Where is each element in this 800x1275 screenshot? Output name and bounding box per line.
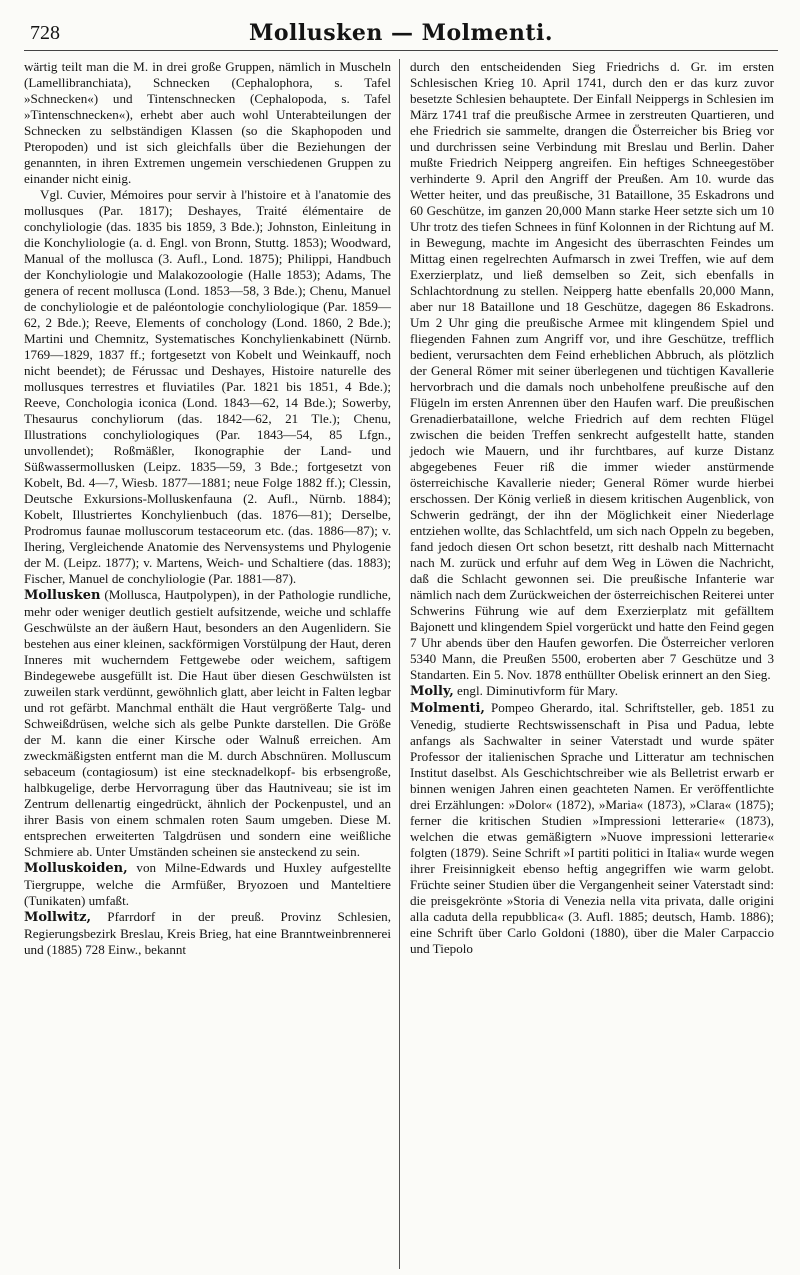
entry-text: Pompeo Gherardo, ital. Schriftsteller, geb. 1851 zu Venedig, studierte Rechtswissenschaft in Pisa und Padua, lebte anfangs als Sachwalter in seiner Vaterstadt und wurde später Professor der italienischen Sprache und Litteratur am technischen Institut daselbst. Als Geschichtschreiber wie als Belletrist erwarb er binnen wenigen Jahren einen geachteten Namen. Er veröffentlichte drei Erzählungen: »Dolor« (1872), »Maria« (1873), »Clara« (1875); ferner die kritischen Studien »Impressioni letterarie« (1873), welchen die etwas gemäßigtern »Nuove impressioni letterarie« folgten (1879). Seine Schrift »I partiti politici in Italia« wurde wegen ihrer Freisinnigkeit ebenso heftig angegriffen wie warm gelobt. Früchte seiner Studien über die Vergangenheit seiner Vaterstadt sind: die preisgekrönte »Storia di Venezia nella vita privata, dalle origini alla caduta della repubblica« (3. Aufl. 1885; deutsch, Hamb. 1886); eine Schrift über Carlo Goldoni (1880), über die Maler Carpaccio und Tiepolo — [410, 700, 774, 956]
entry-headword: Mollwitz, — [24, 910, 91, 925]
entry-molmenti — [410, 700, 774, 957]
page-number: 728 — [30, 22, 60, 44]
entry-headword: Mollusken — [24, 588, 101, 603]
entry-text: von Milne-Edwards und Huxley aufgestellte Tiergruppe, welche die Armfüßer, Bryozoen und Manteltiere (Tunikaten) umfaßt. — [24, 860, 391, 908]
entry-mollusken — [24, 587, 391, 860]
text-columns — [24, 59, 778, 1269]
entry-text: Pfarrdorf in der preuß. Provinz Schlesien, Regierungsbezirk Breslau, Kreis Brieg, hat eine Branntweinbrennerei und (1885) 728 Einw., bekannt — [24, 909, 391, 957]
entry-continuation-paragraph: wärtig teilt man die M. in drei große Gruppen, nämlich in Muscheln (Lamellibranchiata), Schnecken (Cephalophora, s. Tafel »Schnecken«) und Tintenschnecken (Cephalopoda, s. Tafel »Tintenschnecken«), erhebt aber auch wohl Unterabteilungen der Schnecken zu selbständigen Klassen (so die Skaphopoden und Pteropoden) und ist sich gleichfalls über die Beziehungen der genannten, in ihren Extremen ungemein verschiedenen Gruppen zu einander nicht einig. — [24, 59, 391, 186]
bibliography-paragraph: Vgl. Cuvier, Mémoires pour servir à l'histoire et à l'anatomie des mollusques (Par. 1817); Deshayes, Traité élémentaire de conchyliologie (das. 1835 bis 1859, 3 Bde.); Johnston, Einleitung in die Konchyliologie (a. d. Engl. von Bronn, Stuttg. 1853); Woodward, Manual of the mollusca (3. Aufl., Lond. 1875); Philippi, Handbuch der Konchyliologie und Malakozoologie (Halle 1853); Adams, The genera of recent mollusca (Lond. 1853—58, 3 Bde.); Chenu, Manuel de conchyliologie et de paléontologie conchyliologique (Par. 1859—62, 2 Bde.); Reeve, Elements of conchology (Lond. 1860, 2 Bde.); Martini und Chemnitz, Systematisches Konchylienkabinett (Nürnb. 1769—1829, 1837 ff.; fortgesetzt von Kobelt und Weinkauff, noch nicht beendet); de Férussac und Deshayes, Histoire naturelle des mollusques terrestres et fluviatiles (Par. 1821 bis 1851, 4 Bde.); Reeve, Conchologia iconica (Lond. 1843—62, 14 Bde.); Sowerby, Thesaurus conchyliorum (das. 1842—62, 21 Tle.); Chenu, Illustrations conchyliologiques (Par. 1843—54, 85 Lfgn., unvollendet); Roßmäßler, Ikonographie der Land- und Süßwassermollusken (Leipz. 1835—59, 3 Bde.; fortgesetzt von Kobelt, Bd. 4—7, Wiesb. 1877—1881; neue Folge 1882 ff.); Clessin, Deutsche Exkursions-Molluskenfauna (2. Aufl., Nürnb. 1884); Kobelt, Illustriertes Konchylienbuch (das. 1876—81); Derselbe, Prodromus faunae molluscorum testaceorum etc. (das. 1886—87); v. Ihering, Vergleichende Anatomie des Nervensystems und Phylogenie der M. (Leipz. 1877); v. Martens, Weich- und Schaltiere (das. 1883); Fischer, Manuel de conchyliologie (Par. 1881—87). — [24, 187, 391, 586]
left-column — [24, 59, 399, 1269]
entry-molly — [410, 683, 774, 700]
running-title: Mollusken — Molmenti. — [248, 20, 553, 46]
entry-headword: Molmenti, — [410, 701, 485, 716]
entry-text: (Mollusca, Hautpolypen), in der Pathologie rundliche, mehr oder weniger deutlich gestielt aufsitzende, weiche und schlaffe Geschwülste an der äußern Haut, besonders an den Augenlidern. Sie bestehen aus einer kleinen, sackförmigen Vorstülpung der Haut, deren Inneres mit wucherndem Fettgewebe oder weichem, saftigem Bindegewebe ausgefüllt ist. Die Haut über diesen Geschwülsten ist zuweilen stark verdünnt, gewöhnlich glatt, aber leicht in Falten legbar und rot gefärbt. Manchmal enthält die Haut vergrößerte Talg- und Schweißdrüsen, welche sich als gelbe Punkte darstellen. Die Größe der M. kann die einer Kirsche oder Walnuß erreichen. Am zweckmäßigsten entfernt man die M. durch Abschnüren. Molluscum sebaceum (contagiosum) ist eine stecknadelkopf- bis erbsengroße, halbkugelige, derbe Hervorragung über das Hautniveau; sie ist im Zentrum dellenartig eingedrückt, ähnlich der Pockenpustel, und an ihrer Basis von einem schmalen roten Saum umgeben. Diese M. entsprechen erweiterten Talgdrüsen und sondern eine weißliche Schmiere ab. Unter Umständen scheinen sie ansteckend zu sein. — [24, 587, 391, 859]
entry-molluskoiden — [24, 860, 391, 909]
entry-continuation-paragraph: durch den entscheidenden Sieg Friedrichs d. Gr. im ersten Schlesischen Krieg 10. April 1741, durch den er das kurz zuvor besetzte Schlesien behauptete. Der Einfall Neippergs in Schlesien im März 1741 traf die preußische Armee in zerstreuten Quartieren, und ehe Friedrich sie sammelte, drangen die Österreicher bis Brieg vor und durchrissen seine Verbindung mit Breslau und Berlin. Daher mußte Friedrich Neipperg angreifen. Ein heftiges Schneegestöber verhinderte 9. April den Angriff der Preußen. Am 10. wurde das Wetter heiter, und das preußische, 31 Bataillone, 35 Eskadrons und 60 Geschütze, im ganzen 20,000 Mann starke Heer setzte sich um 10 Uhr trotz des tiefen Schnees in fünf Kolonnen in der Richtung auf M. in Bewegung, machte im Angesicht des überraschten Feindes um Mittag einen regelrechten Aufmarsch in zwei Treffen, wie auf dem Exerzierplatz, und ließ demselben so Zeit, sich ebenfalls in Schlachtordnung zu stellen. Neipperg hatte ebenfalls 20,000 Mann, aber nur 18 Bataillone und 18 Geschütze, dagegen 86 Eskadrons. Um 2 Uhr ging die preußische Armee mit klingendem Spiel und fliegenden Fahnen zum Angriff vor, und ihre Geschütze, trefflich bedient, verursachten dem Feind erheblichen Abbruch, als plötzlich der General Römer mit seiner überlegenen und tüchtigen Kavallerie hervorbrach und die damals noch unbeholfene preußische auf den Flügeln im ersten Anrennen über den Haufen warf. Die preußischen Grenadierbataillone, welche Friedrich auf dem rechten Flügel zwischen die beiden Treffen senkrecht aufgestellt hatte, standen jedoch wie Mauern, und ihr furchtbares, auf kurze Distanz abgegebenes Feuer riß die immer wieder anstürmende österreichische Kavallerie nieder; General Römer wurde hierbei erschossen. Der König verließ in diesem kritischen Augenblick, von Schwerin gedrängt, der ihn der Möglichkeit einer Niederlage entziehen wollte, das Schlachtfeld, um sich nach Oppeln zu begeben, fand jedoch diesen Ort schon besetzt, ritt deshalb nach Mitternacht nach M. zurück und erfuhr auf dem Weg in Löwen die Nachricht, daß die Schlacht gewonnen sei. Die preußische Infanterie war nämlich nach dem Zurückweichen der österreichischen Reiterei unter Schwerins Führung wie auf dem Exerzierplatz mit gefälltem Bajonett und klingendem Spiel vorgerückt und hatte den Feind gegen 7 Uhr abends über den Haufen geworfen. Die Österreicher verloren 5340 Mann, die Preußen 5500, eroberten aber 7 Geschütze und 3 Standarten. Ein 5. Nov. 1878 enthüllter Obelisk erinnert an den Sieg. — [410, 59, 774, 682]
right-column — [399, 59, 774, 1269]
entry-headword: Molly, — [410, 684, 454, 699]
entry-headword: Molluskoiden, — [24, 861, 128, 876]
entry-mollwitz — [24, 909, 391, 958]
page-header — [24, 16, 778, 51]
entry-text: engl. Diminutivform für Mary. — [453, 683, 619, 698]
